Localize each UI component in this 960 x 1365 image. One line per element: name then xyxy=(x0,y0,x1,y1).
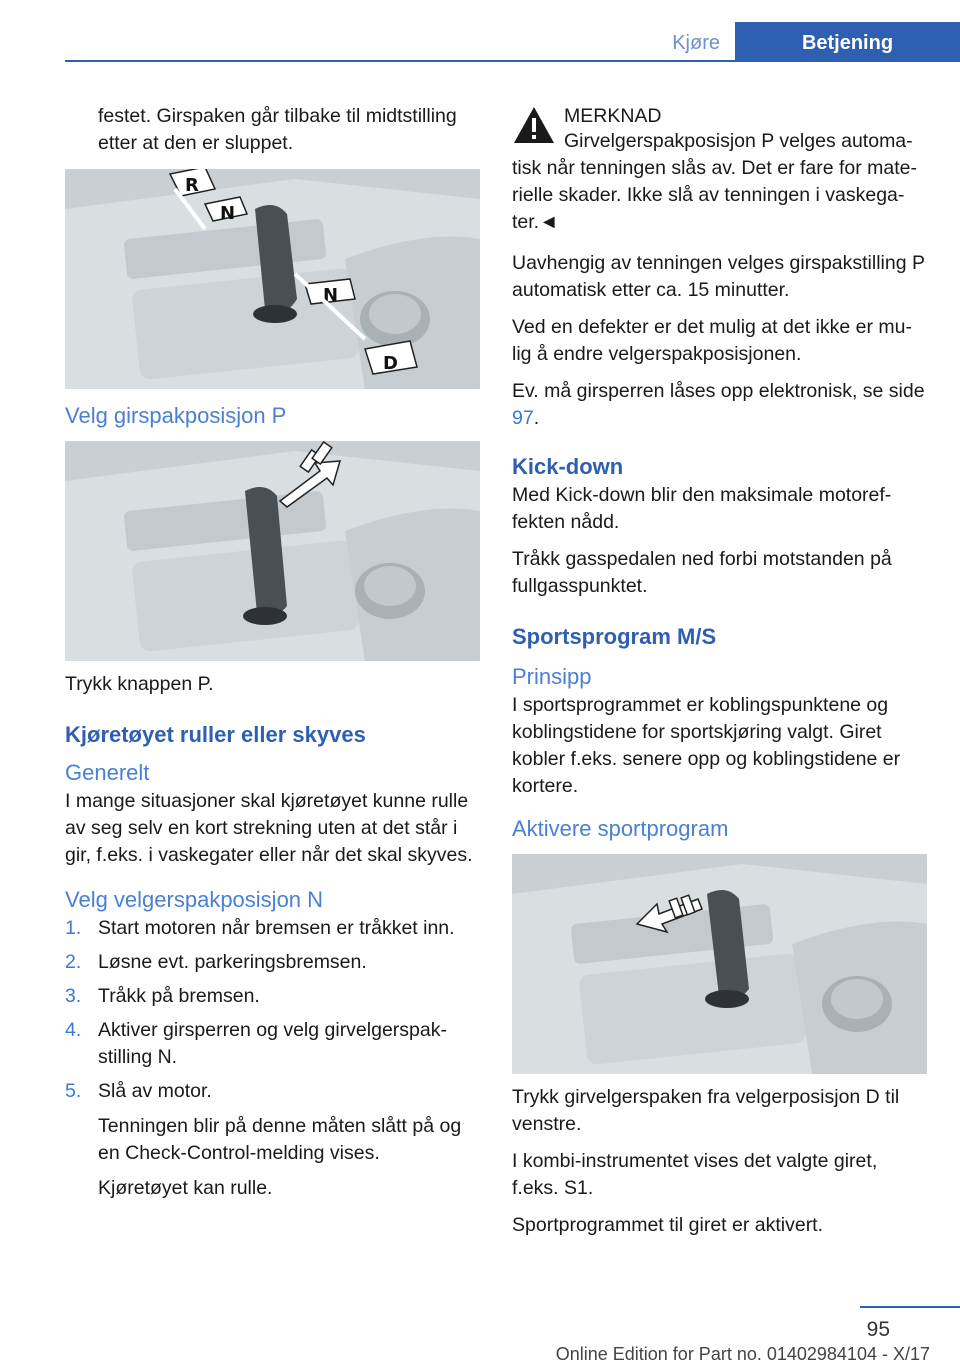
heading-activate-sport: Aktivere sportprogram xyxy=(512,816,729,841)
header-rule xyxy=(65,60,960,62)
heading-sport: Sportsprogram M/S xyxy=(512,624,717,649)
warning-note xyxy=(512,103,927,130)
label-r: R xyxy=(185,175,199,196)
figure-gear-positions xyxy=(65,169,480,389)
heading-kickdown: Kick-down xyxy=(512,454,624,479)
heading-principle: Prinsipp xyxy=(512,664,592,689)
activate-text-2: I kombi-instrumentet vises det valgte giret, f.eks. S1. xyxy=(512,1150,878,1199)
heading-general: Generelt xyxy=(65,760,150,785)
page-header xyxy=(65,22,960,62)
list-item: 4. Aktiver girsperren og velg girvelgerspak-stilling N. xyxy=(65,1019,447,1068)
footer-rule xyxy=(860,1306,960,1308)
heading-vehicle-rolls: Kjøretøyet ruller eller skyves xyxy=(65,722,366,747)
heading-select-n: Velg velgerspakposisjon N xyxy=(65,887,324,912)
header-section: Kjøre xyxy=(672,32,720,54)
kickdown-text-2: Tråkk gasspedalen ned forbi motstanden på fullgasspunktet. xyxy=(512,548,892,597)
heading-select-p: Velg girspakposisjon P xyxy=(65,403,287,428)
list-item: 3. Tråkk på bremsen. xyxy=(65,985,260,1007)
label-n-top: N xyxy=(220,203,236,224)
kickdown-text-1: Med Kick-down blir den maksimale motoref-fekten nådd. xyxy=(512,484,892,533)
edition-text: Online Edition for Part no. 01402984104 - X/17 xyxy=(555,1344,930,1364)
paragraph-unlock: Ev. må girsperren låses opp elektronisk, se side 97. xyxy=(512,380,925,429)
label-d: D xyxy=(383,353,398,374)
list-item: 2. Løsne evt. parkeringsbremsen. xyxy=(65,951,367,973)
press-p-text: Trykk knappen P. xyxy=(65,673,214,695)
page-footer xyxy=(0,1300,960,1364)
left-column xyxy=(65,103,480,1209)
page-number: 95 xyxy=(866,1318,890,1341)
page-link[interactable]: 97 xyxy=(512,407,534,429)
note-text: Girvelgerspakposisjon P velges automa-tisk når tenningen slås av. Det er fare for mate-rielle skader. Ikke slå av tenningen i vaskega-ter.◄ xyxy=(512,130,917,233)
step-5-detail-2: Kjøretøyet kan rulle. xyxy=(98,1177,273,1199)
activate-text-1: Trykk girvelgerspaken fra velgerposisjon D til venstre. xyxy=(512,1086,900,1135)
activate-text-3: Sportprogrammet til giret er aktivert. xyxy=(512,1214,824,1236)
paragraph-defect: Ved en defekter er det mulig at det ikke er mu-lig å endre velgerspakposisjonen. xyxy=(512,316,912,365)
warning-icon xyxy=(512,105,556,145)
figure-sport-mode xyxy=(512,854,927,1074)
header-tab: Betjening xyxy=(735,22,960,62)
principle-text: I sportsprogrammet er koblingspunktene og koblingstidene for sportskjøring valgt. Giret kobler f.eks. senere opp og koblingstidene er kortere. xyxy=(512,694,901,797)
steps-list xyxy=(65,915,480,1202)
paragraph-auto-p: Uavhengig av tenningen velges girspakstilling P automatisk etter ca. 15 minutter. xyxy=(512,252,925,301)
intro-text: festet. Girspaken går tilbake til midtstilling etter at den er sluppet. xyxy=(98,105,457,154)
step-5-detail-1: Tenningen blir på denne måten slått på og en Check-Control-melding vises. xyxy=(98,1115,462,1164)
note-title: MERKNAD xyxy=(564,105,662,127)
figure-button-p xyxy=(65,441,480,661)
list-item: 1. Start motoren når bremsen er tråkket inn. xyxy=(65,917,455,939)
list-item: 5. Slå av motor. Tenningen blir på denne måten slått på og en Check-Control-melding vises. Kjøretøyet kan rulle. xyxy=(65,1078,480,1202)
right-column xyxy=(512,103,927,1249)
general-text: I mange situasjoner skal kjøretøyet kunne rulle av seg selv en kort strekning uten at det står i gir, f.eks. i vaskegater eller når det skal skyves. xyxy=(65,790,473,866)
label-n-bottom: N xyxy=(323,285,339,306)
